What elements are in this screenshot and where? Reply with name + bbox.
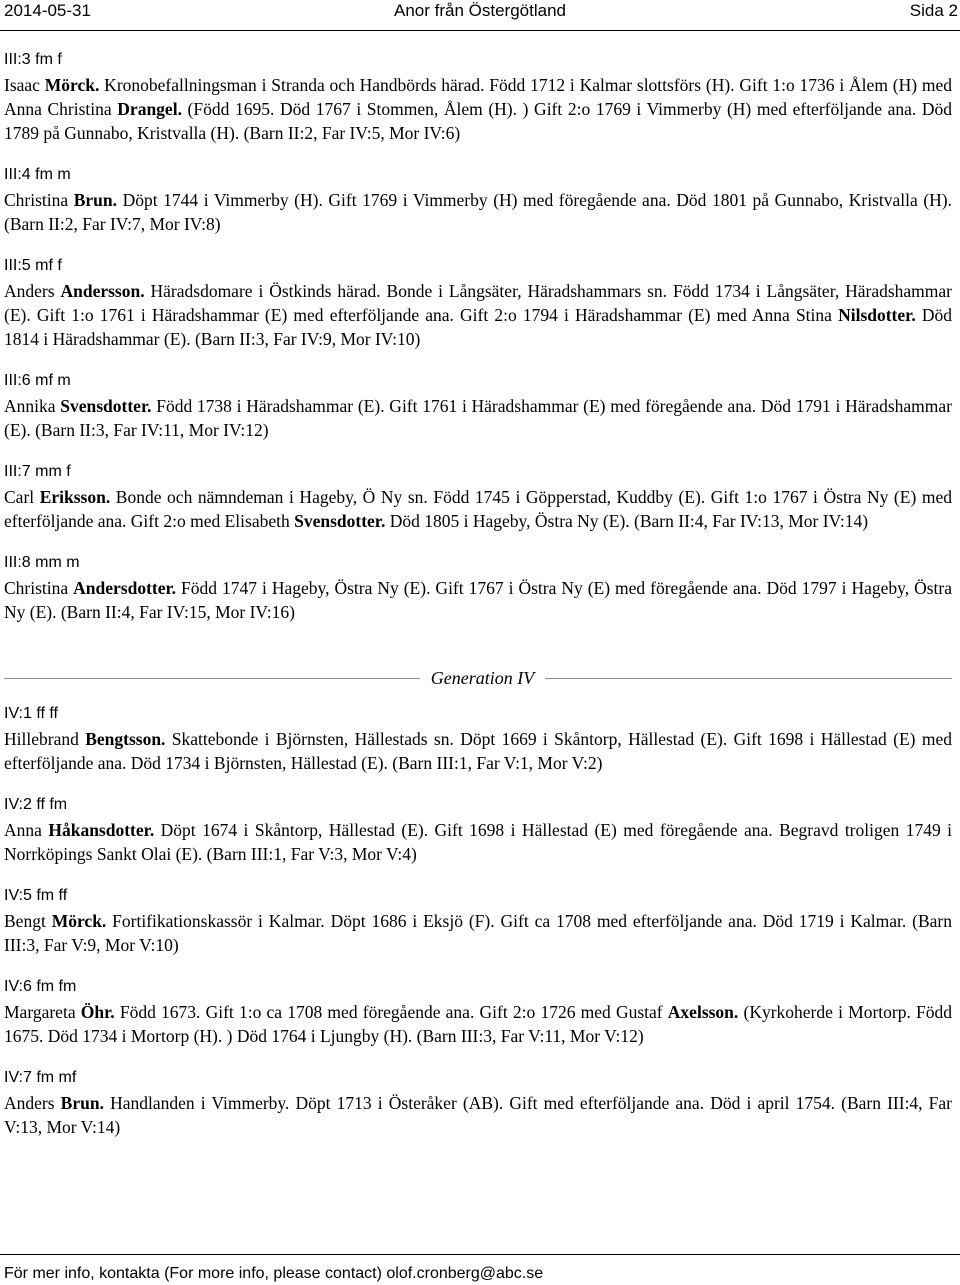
surname: Andersson. <box>60 281 145 301</box>
ancestor-entry <box>4 462 952 533</box>
description-text: Anders <box>4 281 61 301</box>
surname: Drangel. <box>117 99 182 119</box>
description-text: Häradsdomare i Östkinds härad. Bonde i Långsäter, Häradshammars sn. Född 1734 i Långsäter, Häradshammar (E). Gift 1:o 1761 i Häradshammar (E) med efterföljande ana. Gift 2:o 1794 i Häradshammar (E) med Anna Stina <box>4 281 953 325</box>
description-text: Annika <box>4 396 61 416</box>
ancestor-description <box>4 909 952 957</box>
description-text: Bengt <box>4 911 52 931</box>
description-text: Anna <box>4 820 49 840</box>
ancestor-description <box>4 818 952 866</box>
ancestor-entry <box>4 165 952 236</box>
header-divider <box>0 30 960 31</box>
description-text: Född 1747 i Hageby, Östra Ny (E). Gift 1767 i Östra Ny (E) med föregående ana. Död 1797 i Hageby, Östra Ny (E). (Barn II:4, Far IV:15, Mor IV:16) <box>4 578 952 622</box>
ancestor-entry <box>4 371 952 442</box>
description-text: Bonde och nämndeman i Hageby, Ö Ny sn. Född 1745 i Göpperstad, Kuddby (E). Gift 1:o 1767 i Östra Ny (E) med efterföljande ana. Gift 2:o med Elisabeth <box>4 487 952 531</box>
description-text: Född 1673. Gift 1:o ca 1708 med föregående ana. Gift 2:o 1726 med Gustaf <box>114 1002 668 1022</box>
ancestor-code: III:3 fm f <box>4 51 62 68</box>
page-header <box>0 0 960 24</box>
surname: Öhr. <box>80 1002 115 1022</box>
ancestor-description <box>4 279 952 351</box>
description-text: Margareta <box>4 1002 81 1022</box>
description-text: Död 1805 i Hageby, Östra Ny (E). (Barn II:4, Far IV:13, Mor IV:14) <box>385 511 869 531</box>
description-text: Skattebonde i Björnsten, Hällestads sn. Döpt 1669 i Skåntorp, Hällestad (E). Gift 1698 i Hällestad (E) med efterföljande ana. Död 1734 i Björnsten, Hällestad (E). (Barn III:1, Far V:1, Mor V:2) <box>4 729 952 773</box>
generation-iii-entries <box>4 50 952 624</box>
description-text: Anders <box>4 1093 61 1113</box>
ancestor-entry <box>4 795 952 866</box>
ancestor-entry <box>4 704 952 775</box>
ancestor-code: III:5 mf f <box>4 257 62 274</box>
description-text: Fortifikationskassör i Kalmar. Döpt 1686 i Eksjö (F). Gift ca 1708 med efterföljande ana. Död 1719 i Kalmar. (Barn III:3, Far V:9, Mor V:10) <box>4 911 952 955</box>
ancestor-description <box>4 576 952 624</box>
ancestor-code: III:6 mf m <box>4 372 71 389</box>
ancestor-description <box>4 1000 952 1048</box>
ancestor-description <box>4 188 952 236</box>
ancestor-description <box>4 73 952 145</box>
surname: Brun. <box>73 190 118 210</box>
contact-footer: För mer info, kontakta (For more info, please contact) olof.cronberg@abc.se <box>4 1265 544 1282</box>
generation-heading <box>4 666 952 690</box>
surname: Mörck. <box>51 911 107 931</box>
ancestor-entry <box>4 50 952 145</box>
ancestor-code: III:4 fm m <box>4 166 71 183</box>
ancestor-code: III:8 mm m <box>4 554 80 571</box>
ancestor-code: IV:6 fm fm <box>4 978 77 995</box>
ancestor-description <box>4 485 952 533</box>
main-content <box>4 50 952 1159</box>
generation-title: Generation IV <box>430 668 535 688</box>
ancestor-code: IV:2 ff fm <box>4 796 68 813</box>
description-text: Döpt 1744 i Vimmerby (H). Gift 1769 i Vimmerby (H) med föregående ana. Död 1801 på Gunnabo, Kristvalla (H). (Barn II:2, Far IV:7, Mor IV:8) <box>4 190 952 234</box>
ancestor-description <box>4 394 952 442</box>
ancestor-code: IV:5 fm ff <box>4 887 68 904</box>
description-text: Död 1814 i Häradshammar (E). (Barn II:3, Far IV:9, Mor IV:10) <box>4 305 952 349</box>
generation-rule-right <box>545 678 952 679</box>
surname: Svensdotter. <box>60 396 152 416</box>
description-text: (Född 1695. Död 1767 i Stommen, Ålem (H). ) Gift 2:o 1769 i Vimmerby (H) med efterföljande ana. Död 1789 på Gunnabo, Kristvalla (H). (Barn II:2, Far IV:5, Mor IV:6) <box>4 99 952 143</box>
description-text: Isaac <box>4 75 45 95</box>
ancestor-code: III:7 mm f <box>4 463 71 480</box>
description-text: Född 1738 i Häradshammar (E). Gift 1761 i Häradshammar (E) med föregående ana. Död 1791 i Häradshammar (E). (Barn II:3, Far IV:11, Mor IV:12) <box>4 396 952 440</box>
surname: Håkansdotter. <box>48 820 155 840</box>
surname: Brun. <box>60 1093 104 1113</box>
generation-iv-entries <box>4 704 952 1139</box>
ancestor-code: IV:7 fm mf <box>4 1069 77 1086</box>
ancestor-code: IV:1 ff ff <box>4 705 58 722</box>
surname: Bengtsson. <box>85 729 166 749</box>
description-text: Hillebrand <box>4 729 86 749</box>
ancestor-description <box>4 1091 952 1139</box>
surname: Axelsson. <box>667 1002 739 1022</box>
description-text: (Kyrkoherde i Mortorp. Född 1675. Död 1734 i Mortorp (H). ) Död 1764 i Ljungby (H). (Barn III:3, Far V:11, Mor V:12) <box>4 1002 953 1046</box>
ancestor-entry <box>4 886 952 957</box>
description-text: Döpt 1674 i Skåntorp, Hällestad (E). Gift 1698 i Hällestad (E) med föregående ana. Begravd troligen 1749 i Norrköpings Sankt Olai (E). (Barn III:1, Far V:3, Mor V:4) <box>4 820 953 864</box>
footer-divider <box>0 1254 960 1255</box>
ancestor-description <box>4 727 952 775</box>
generation-rule-left <box>4 678 420 679</box>
surname: Svensdotter. <box>294 511 386 531</box>
description-text: Handlanden i Vimmerby. Döpt 1713 i Österåker (AB). Gift med efterföljande ana. Död i april 1754. (Barn III:4, Far V:13, Mor V:14) <box>4 1093 953 1137</box>
ancestor-entry <box>4 256 952 351</box>
description-text: Kronobefallningsman i Stranda och Handbörds härad. Född 1712 i Kalmar slottsförs (H). Gift 1:o 1736 i Ålem (H) med Anna Christina <box>4 75 952 119</box>
description-text: Christina <box>4 190 74 210</box>
surname: Mörck. <box>44 75 100 95</box>
print-date: 2014-05-31 <box>4 1 91 20</box>
surname: Eriksson. <box>39 487 111 507</box>
ancestor-entry <box>4 977 952 1048</box>
ancestor-entry <box>4 1068 952 1139</box>
description-text: Carl <box>4 487 40 507</box>
page-number: Sida 2 <box>909 1 958 20</box>
surname: Andersdotter. <box>73 578 177 598</box>
ancestor-entry <box>4 553 952 624</box>
description-text: Christina <box>4 578 74 598</box>
surname: Nilsdotter. <box>838 305 916 325</box>
document-title: Anor från Östergötland <box>394 1 566 20</box>
